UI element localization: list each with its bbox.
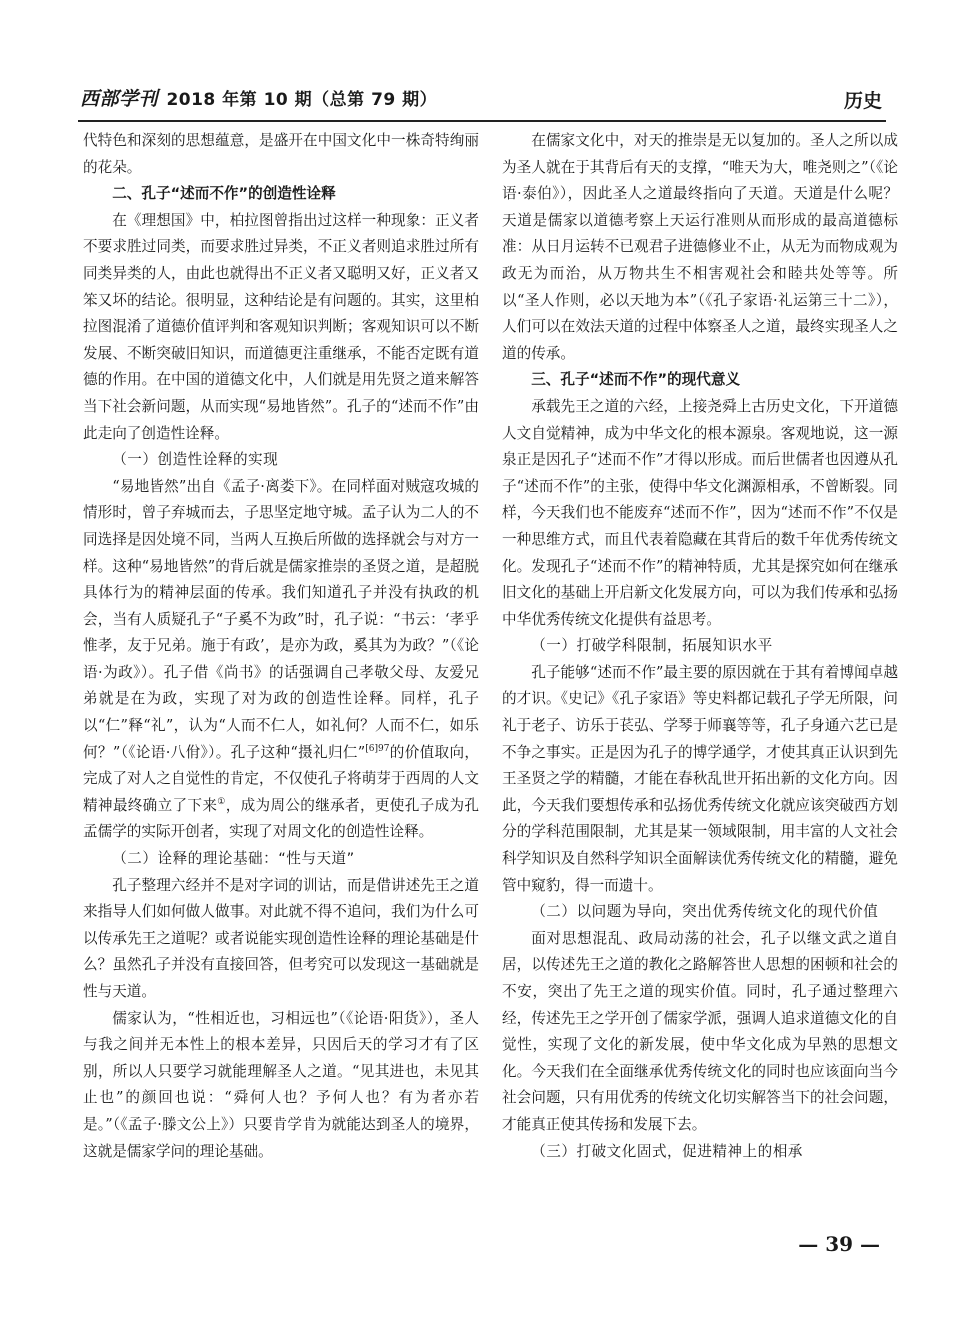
section-name: 历史	[843, 90, 882, 112]
journal-name: 西部学刊	[80, 88, 159, 110]
page-header	[78, 80, 886, 122]
paragraph: 孔子整理六经并不是对字词的训诂，而是借讲述先王之道来指导人们如何做人做事。对此就不得不追问，我们为什么可以传承先王之道呢？或者说能实现创造性诠释的理论基础是什么？虽然孔子并没有直接回答，但考究可以发现这一基础就是性与天道。	[83, 876, 479, 1000]
paragraph: 代特色和深刻的思想蕴意，是盛开在中国文化中一株奇特绚丽的花朵。	[83, 132, 479, 176]
paragraph: 在儒家文化中，对天的推崇是无以复加的。圣人之所以成为圣人就在于其背后有天的支撑，“唯天为大，唯尧则之”（《论语·泰伯》），因此圣人之道最终指向了天道。天道是什么呢？天道是儒家以道德考察上天运行准则从而形成的最高道德标准：从日月运转不已观君子进德修业不止，从无为而物成观为政无为而治，从万物共生不相害观社会和睦共处等等。所以“圣人作则，必以天地为本”（《孔子家语·礼运第三十二》），人们可以在效法天道的过程中体察圣人之道，最终实现圣人之道的传承。	[502, 132, 898, 362]
citation-ref: [6]97	[365, 743, 390, 754]
paragraph: 儒家认为，“性相近也，习相远也”（《论语·阳货》），圣人与我之间并无本性上的根本差异，只因后天的学习才有了区别，所以人只要学习就能理解圣人之道。“见其进也，未见其止也”的颜回也说：“舜何人也？予何人也？有为者亦若是。”（《孟子·滕文公上》）只要肯学肯为就能达到圣人的境界，这就是儒家学问的理论基础。	[83, 1009, 479, 1160]
subsection-heading: （二）诠释的理论基础：“性与天道”	[112, 850, 355, 868]
footnote-marker: ①	[217, 796, 226, 807]
paragraph-text: 的价值取向，完成了对人之自觉性的肯定，不仅使孔子将萌芽于西周的人文精神最终确立了下来	[83, 743, 479, 814]
paragraph: 孔子能够“述而不作”最主要的原因就在于其有着博闻卓越的才识。《史记》《孔子家语》等史料都记载孔子学无所限，问礼于老子、访乐于苌弘、学琴于师襄等等，孔子身通六艺已是不争之事实。正是因为孔子的博学通学，才使其真正认识到先王圣贤之学的精髓，才能在春秋乱世开拓出新的文化方向。因此，今天我们要想传承和弘扬优秀传统文化就应该突破西方划分的学科范围限制，尤其是某一领域限制，用丰富的人文社会科学知识及自然科学知识全面解读优秀传统文化的精髓，避免管中窥豹，得一而遗十。	[502, 663, 898, 894]
section-heading: 二、孔子“述而不作”的创造性诠释	[112, 185, 336, 203]
paragraph-text: ，成为周公的继承者，更使孔子成为孔孟儒学的实际开创者，实现了对周文化的创造性诠释。	[83, 796, 479, 841]
section-heading: 三、孔子“述而不作”的现代意义	[531, 371, 741, 389]
paragraph: 在《理想国》中，柏拉图曾指出过这样一种现象：正义者不要求胜过同类，而要求胜过异类，不正义者则追求胜过所有同类异类的人，由此也就得出不正义者又聪明又好，正义者又笨又坏的结论。很明显，这种结论是有问题的。其实，这里柏拉图混淆了道德价值评判和客观知识判断；客观知识可以不断发展、不断突破旧知识，而道德更注重继承，不能否定既有道德的作用。在中国的道德文化中，人们就是用先贤之道来解答当下社会新问题，从而实现“易地皆然”。孔子的“述而不作”由此走向了创造性诠释。	[83, 211, 479, 442]
subsection-heading: （三）打破文化固式，促进精神上的相承	[531, 1142, 803, 1160]
paragraph-text: “易地皆然”出自《孟子·离娄下》。在同样面对贼寇攻城的情形时，曾子弃城而去，子思坚定地守城。孟子认为二人的不同选择是因处境不同，当两人互换后所做的选择就会与对方一样。这种“易地皆然”的背后就是儒家推崇的圣贤之道，是超脱具体行为的精神层面的传承。我们知道孔子并没有执政的机会，当有人质疑孔子“子奚不为政”时，孔子说：“书云：‘孝乎惟孝，友于兄弟。施于有政’，是亦为政，奚其为为政？”（《论语·为政》）。孔子借《尚书》的话强调自己孝敬父母、友爱兄弟就是在为政，实现了对为政的创造性诠释。同样，孔子以“仁”释“礼”，认为“人而不仁人，如礼何？人而不仁，如乐何？”（《论语·八佾》）。孔子这种“摄礼归仁”	[83, 477, 479, 761]
subsection-heading: （一）创造性诠释的实现	[112, 451, 279, 469]
journal-info	[80, 84, 437, 111]
subsection-heading: （一）打破学科限制，拓展知识水平	[531, 637, 773, 655]
right-column	[502, 128, 898, 1165]
subsection-heading: （二）以问题为导向，突出优秀传统文化的现代价值	[531, 903, 879, 921]
paragraph: 承载先王之道的六经，上接尧舜上古历史文化，下开道德人文自觉精神，成为中华文化的根本源泉。客观地说，这一源泉正是因孔子“述而不作”才得以形成。而后世儒者也因遵从孔子“述而不作”的主张，使得中华文化渊源相承，不曾断裂。同样，今天我们也不能废弃“述而不作”，因为“述而不作”不仅是一种思维方式，而且代表着隐藏在其背后的数千年优秀传统文化。发现孔子“述而不作”的精神特质，尤其是探究如何在继承旧文化的基础上开启新文化发展方向，可以为我们传承和弘扬中华优秀传统文化提供有益思考。	[502, 397, 898, 628]
paragraph: 面对思想混乱、政局动荡的社会，孔子以继文武之道自居，以传述先王之道的教化之路解答世人思想的困顿和社会的不安，突出了先王之道的现实价值。同时，孔子通过整理六经，传述先王之学开创了儒家学派，强调人追求道德文化的自觉性，实现了文化的新发展，使中华文化成为早熟的思想文化。今天我们在全面继承优秀传统文化的同时也应该面向当今社会问题，只有用优秀的传统文化切实解答当下的社会问题，才能真正使其传扬和发展下去。	[502, 929, 898, 1133]
paragraph	[83, 474, 479, 846]
page-number: — 39 —	[798, 1232, 880, 1256]
issue-info: 2018 年第 10 期（总第 79 期）	[166, 90, 438, 110]
left-column	[83, 128, 479, 1165]
